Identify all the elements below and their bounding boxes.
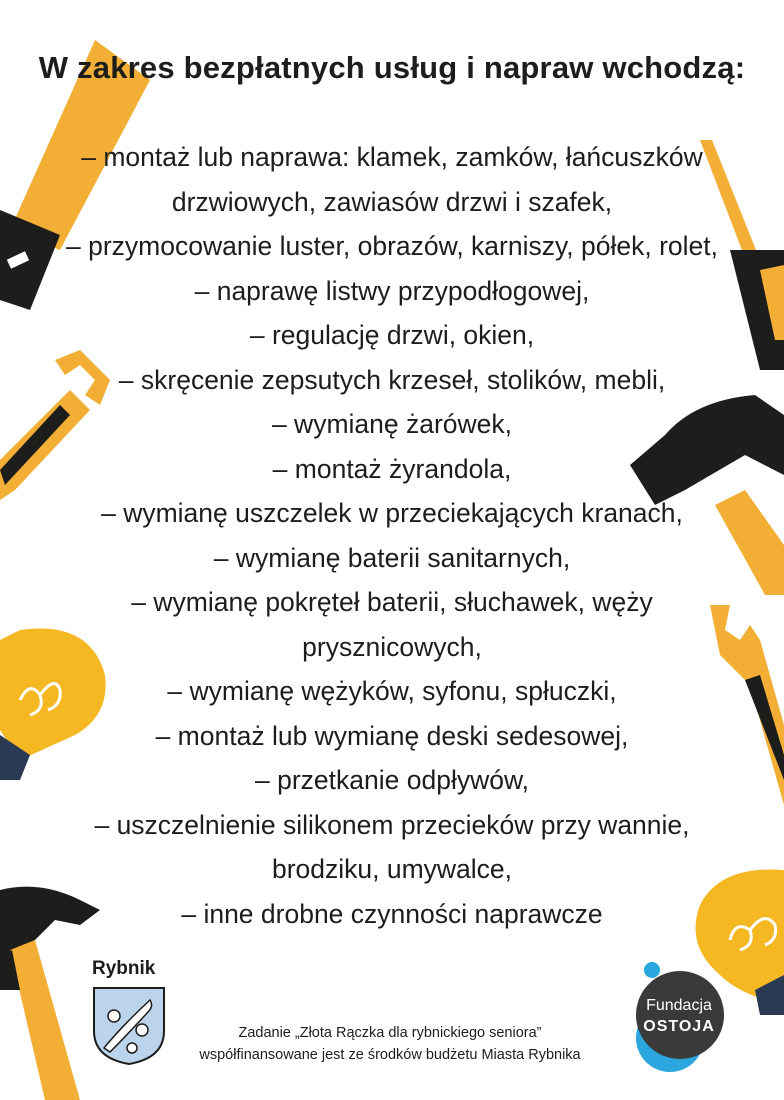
list-item: drzwiowych, zawiasów drzwi i szafek,: [171, 186, 613, 217]
logo-line-1: Fundacja: [646, 997, 712, 1014]
list-item: – wymianę pokręteł baterii, słuchawek, węży: [131, 587, 653, 617]
page-title: W zakres bezpłatnych usług i napraw wchodzą:: [38, 50, 746, 85]
list-item: – wymianę baterii sanitarnych,: [213, 542, 571, 573]
list-item: – skręcenie zepsutych krzeseł, stolików, mebli,: [118, 364, 666, 395]
list-item: – regulację drzwi, okien,: [249, 320, 535, 350]
list-item: prysznicowych,: [302, 631, 482, 662]
footer-line-1: Zadanie „Złota Rączka dla rybnickiego seniora”: [238, 1025, 542, 1041]
list-item: – przymocowanie luster, obrazów, karniszy, półek, rolet,: [66, 231, 718, 261]
services-list: [0, 135, 784, 936]
list-item: – przetkanie odpływów,: [255, 765, 529, 795]
logo-line-2: OSTOJA: [643, 1018, 715, 1035]
list-item: – wymianę wężyków, syfonu, spłuczki,: [167, 676, 617, 706]
list-item: – uszczelnienie silikonem przecieków przy wannie,: [94, 809, 690, 840]
list-item: – montaż żyrandola,: [272, 453, 512, 484]
list-item: – naprawę listwy przypodłogowej,: [194, 275, 590, 306]
city-label: Rybnik: [92, 958, 156, 979]
list-item: – wymianę żarówek,: [271, 409, 513, 439]
list-item: brodziku, umywalce,: [271, 854, 513, 884]
list-item: – montaż lub naprawa: klamek, zamków, łańcuszków: [81, 142, 703, 172]
ostoja-logo-text: [636, 996, 722, 1038]
list-item: – wymianę uszczelek w przeciekających kranach,: [101, 498, 683, 528]
list-item: – inne drobne czynności naprawcze: [181, 898, 603, 929]
list-item: – montaż lub wymianę deski sedesowej,: [155, 720, 629, 751]
footer-line-2: współfinansowane jest ze środków budżetu Miasta Rybnika: [199, 1047, 581, 1063]
footer-text: [150, 1022, 630, 1066]
